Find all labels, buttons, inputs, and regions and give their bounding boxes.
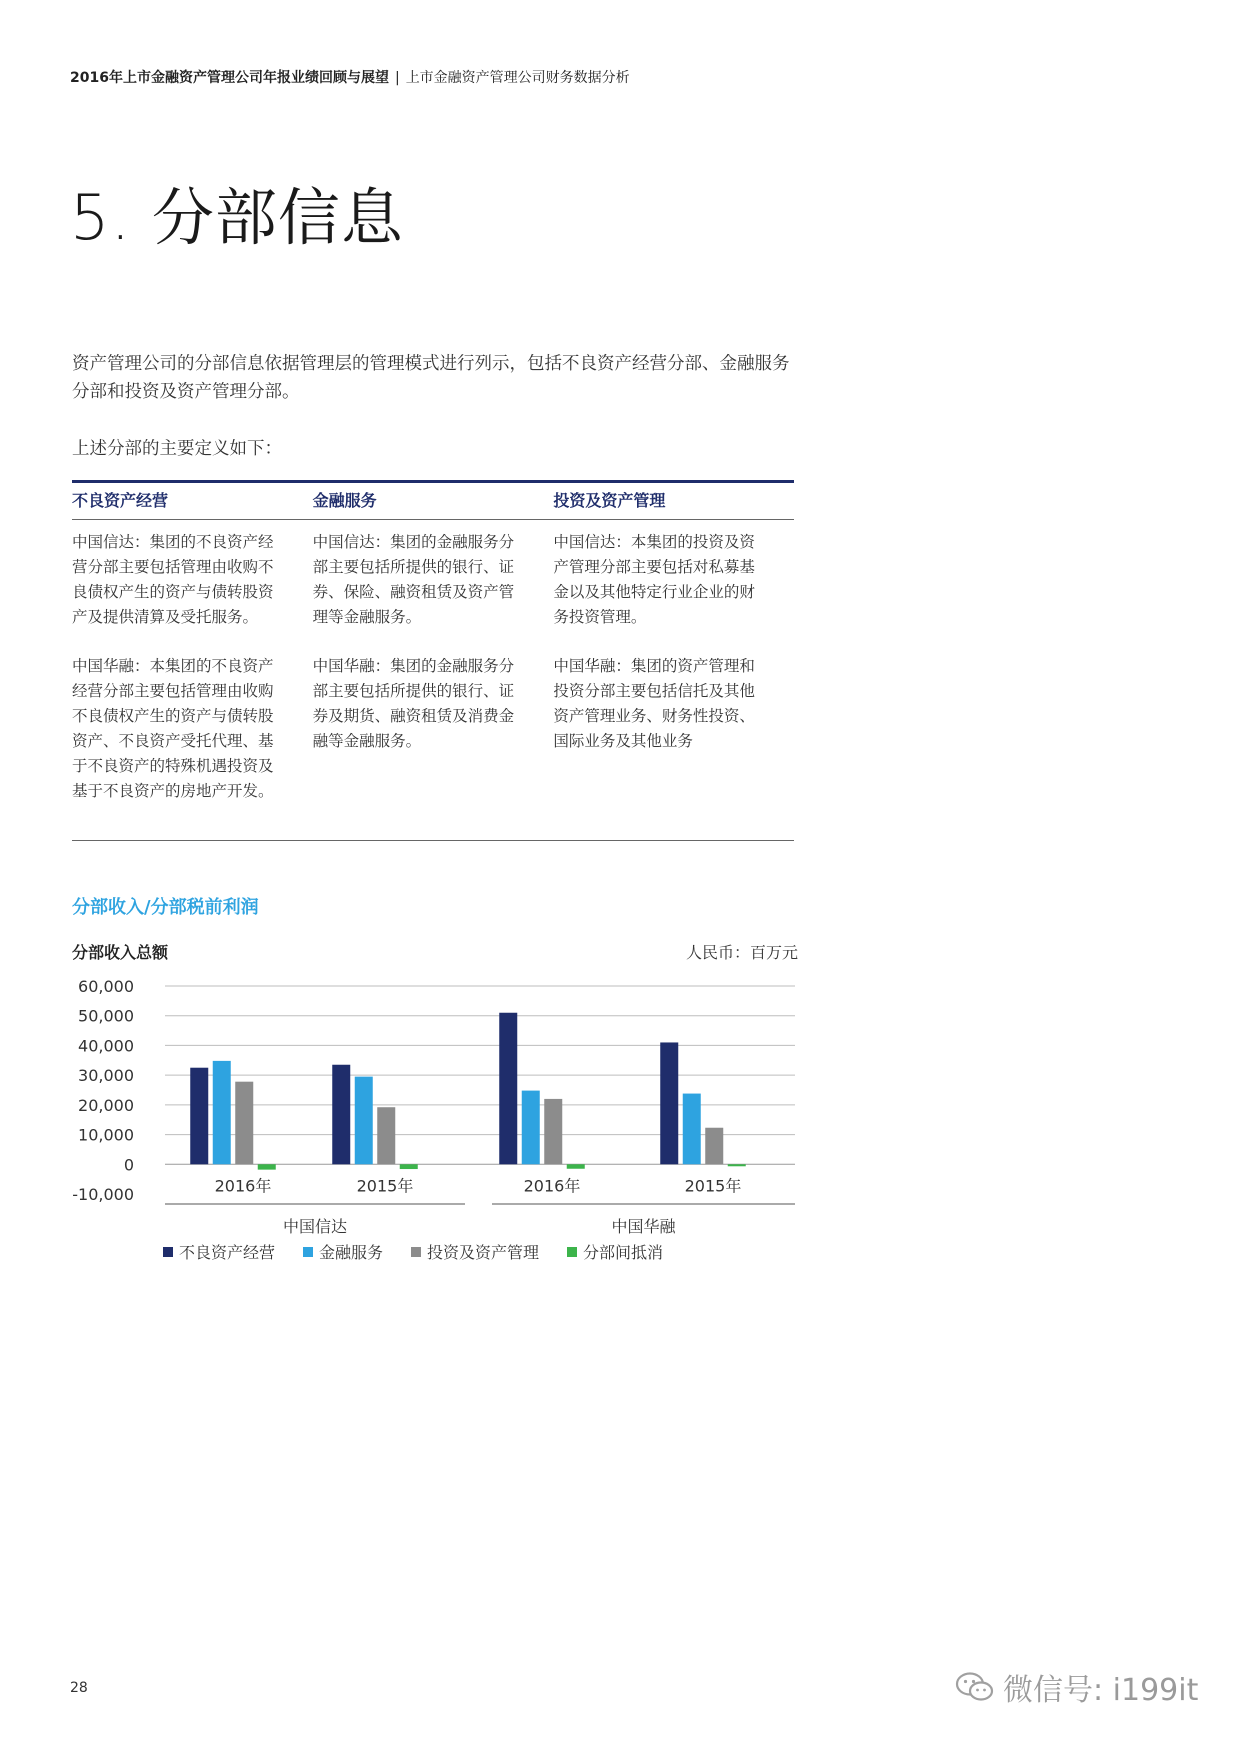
legend-swatch-investment <box>411 1247 421 1257</box>
y-tick-label: 50,000 <box>78 1006 134 1026</box>
legend-item <box>411 1240 539 1263</box>
group-label: 中国信达 <box>282 1217 348 1236</box>
header-report-title: 2016年上市金融资产管理公司年报业绩回顾与展望 <box>70 70 389 86</box>
legend-label-financial: 金融服务 <box>319 1243 384 1262</box>
legend-item <box>567 1240 663 1263</box>
table-header-financial-services: 金融服务 <box>312 491 377 510</box>
legend-swatch-npa <box>163 1247 173 1257</box>
y-tick-label: 30,000 <box>78 1066 134 1086</box>
legend-label-investment: 投资及资产管理 <box>427 1243 540 1262</box>
bar <box>377 1107 395 1164</box>
page-number: 28 <box>70 1680 88 1696</box>
bar <box>705 1128 723 1165</box>
bar <box>190 1068 208 1165</box>
bar <box>213 1061 231 1164</box>
x-tick-label: 2015年 <box>356 1176 414 1196</box>
y-tick-label: 20,000 <box>78 1095 134 1115</box>
chart-legend <box>163 1240 663 1263</box>
definition-cinda-investment: 中国信达：本集团的投资及资产管理分部主要包括对私募基金以及其他特定行业企业的财务投资管理。 <box>553 533 755 626</box>
bar <box>567 1164 585 1168</box>
definition-cinda-financial: 中国信达：集团的金融服务分部主要包括所提供的银行、证券、保险、融资租赁及资产管理等金融服务。 <box>312 533 515 626</box>
bar <box>660 1042 678 1164</box>
legend-label-npa: 不良资产经营 <box>179 1243 276 1262</box>
bar <box>235 1082 253 1165</box>
definition-huarong-npa: 中国华融：本集团的不良资产经营分部主要包括管理由收购不良债权产生的资产与债转股资产、不良资产受托代理、基于不良资产的特殊机遇投资及基于不良资产的房地产开发。 <box>72 657 274 800</box>
x-tick-label: 2015年 <box>684 1176 742 1196</box>
header-separator: | <box>394 70 400 86</box>
legend-swatch-financial <box>303 1247 313 1257</box>
y-tick-label: 40,000 <box>78 1036 134 1056</box>
legend-item <box>303 1240 383 1263</box>
header-section-title: 上市金融资产管理公司财务数据分析 <box>405 70 630 86</box>
table-header-investment: 投资及资产管理 <box>553 491 666 510</box>
bar <box>683 1094 701 1165</box>
legend-label-elimination: 分部间抵消 <box>583 1243 664 1262</box>
legend-item <box>163 1240 275 1263</box>
watermark <box>955 1665 1198 1709</box>
intro-definitions-lead: 上述分部的主要定义如下： <box>72 439 282 459</box>
x-tick-label: 2016年 <box>214 1176 272 1196</box>
intro-paragraph: 资产管理公司的分部信息依据管理层的管理模式进行列示，包括不良资产经营分部、金融服务分部和投资及资产管理分部。 <box>72 354 790 402</box>
section-title: 分部收入/分部税前利润 <box>72 897 259 918</box>
definition-huarong-financial: 中国华融：集团的金融服务分部主要包括所提供的银行、证券及期货、融资租赁及消费金融等金融服务。 <box>312 657 515 750</box>
x-tick-label: 2016年 <box>523 1176 581 1196</box>
bar <box>332 1065 350 1165</box>
table-header-npa: 不良资产经营 <box>72 491 169 510</box>
definition-cinda-npa: 中国信达：集团的不良资产经营分部主要包括管理由收购不良债权产生的资产与债转股资产及提供清算及受托服务。 <box>72 533 274 626</box>
chart-unit: 人民币：百万元 <box>685 943 798 962</box>
y-tick-label: 60,000 <box>78 977 134 996</box>
bar <box>544 1099 562 1164</box>
bar <box>728 1164 746 1166</box>
bar <box>355 1077 373 1165</box>
y-tick-label: 0 <box>123 1155 134 1175</box>
page-title: 5. 分部信息 <box>70 181 404 254</box>
bar <box>258 1164 276 1169</box>
group-label: 中国华融 <box>611 1217 676 1236</box>
y-tick-label: 10,000 <box>78 1125 134 1145</box>
bar <box>400 1164 418 1169</box>
chart-title: 分部收入总额 <box>72 943 169 962</box>
bar <box>499 1013 517 1165</box>
legend-swatch-elimination <box>567 1247 577 1257</box>
definition-huarong-investment: 中国华融：集团的资产管理和投资分部主要包括信托及其他资产管理业务、财务性投资、国际业务及其他业务 <box>553 657 755 750</box>
watermark-text: 微信号: i199it <box>1003 1673 1199 1708</box>
y-tick-label: -10,000 <box>72 1185 134 1204</box>
bar <box>522 1091 540 1165</box>
wechat-icon <box>955 1671 995 1703</box>
